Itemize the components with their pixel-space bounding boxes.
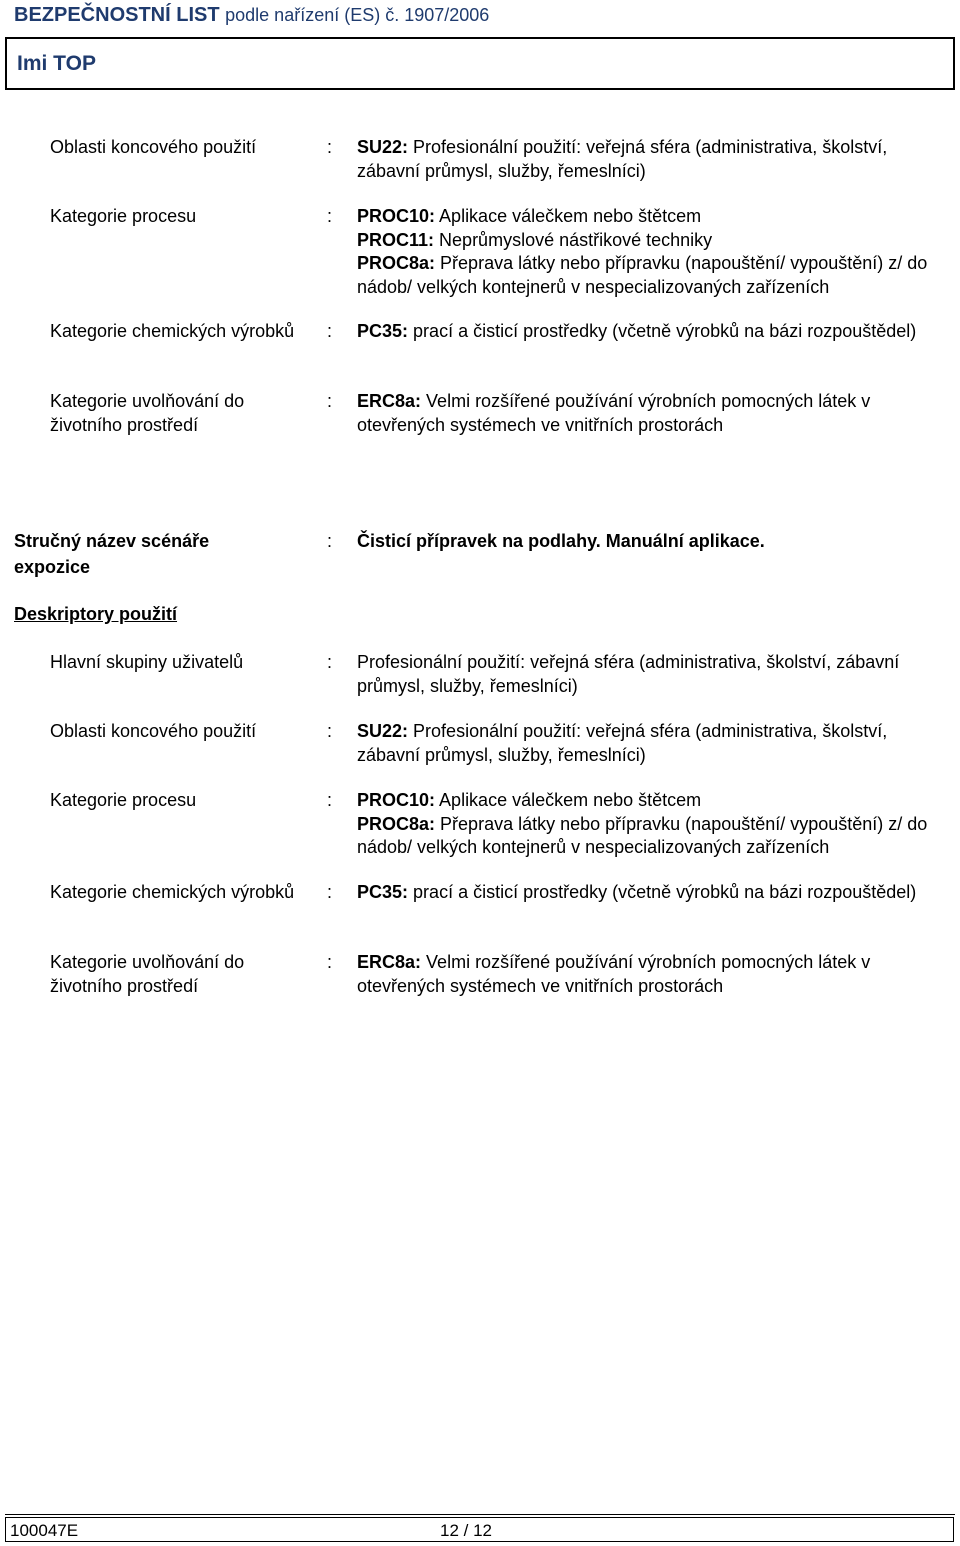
page-footer (5, 1517, 954, 1542)
row-separator: : (327, 321, 333, 341)
product-name-box (5, 37, 955, 90)
descriptor-line (357, 252, 952, 299)
descriptor-text: Aplikace válečkem nebo štětcem (439, 790, 702, 810)
descriptor-code: PROC8a: (357, 253, 436, 273)
descriptor-text: prací a čisticí prostředky (včetně výrobků na bázi rozpouštědel) (413, 882, 917, 902)
document-title-main: BEZPEČNOSTNÍ LIST (14, 4, 220, 26)
row-value (357, 789, 952, 860)
descriptor-code: ERC8a: (357, 952, 422, 972)
descriptor-text: Profesionální použití: veřejná sféra (administrativa, školství, zábavní průmysl, služby, řemeslníci) (357, 652, 900, 696)
descriptor-code: PROC11: (357, 229, 435, 250)
row-separator: : (327, 652, 333, 672)
descriptor-line (357, 205, 952, 229)
document-id: 100047E (10, 1521, 79, 1540)
row-value (357, 720, 952, 767)
descriptor-text: Aplikace válečkem nebo štětcem (439, 206, 702, 226)
row-separator: : (327, 952, 333, 972)
row-label: Kategorie uvolňování do životního prostředí (50, 391, 245, 435)
row-separator: : (327, 790, 333, 810)
row-value (357, 390, 952, 437)
row-label: Oblasti koncového použití (50, 137, 257, 157)
descriptor-text: Profesionální použití: veřejná sféra (administrativa, školství, zábavní průmysl, služby, řemeslníci) (357, 137, 888, 181)
use-descriptors-heading: Deskriptory použití (14, 604, 178, 624)
descriptor-code: SU22: (357, 721, 409, 741)
descriptor-text: Přeprava látky nebo přípravku (napouštění/ vypouštění) z/ do nádob/ velkých kontejnerů v nespecializovaných zařízeních (357, 813, 928, 857)
document-title-regulation: podle nařízení (ES) č. 1907/2006 (225, 5, 490, 25)
row-separator: : (327, 391, 333, 411)
descriptor-code: PC35: (357, 321, 409, 341)
row-separator: : (327, 721, 333, 741)
descriptor-text: Přeprava látky nebo přípravku (napouštění/ vypouštění) z/ do nádob/ velkých kontejnerů v nespecializovaných zařízeních (357, 253, 928, 297)
descriptor-code: ERC8a: (357, 391, 422, 411)
row-value (357, 951, 952, 998)
row-label: Kategorie uvolňování do životního prostředí (50, 952, 245, 996)
descriptor-code: PROC8a: (357, 813, 436, 834)
descriptor-text: prací a čisticí prostředky (včetně výrobků na bázi rozpouštědel) (413, 321, 917, 341)
descriptor-text: Profesionální použití: veřejná sféra (administrativa, školství, zábavní průmysl, služby, řemeslníci) (357, 721, 888, 765)
row-separator: : (327, 206, 333, 226)
descriptor-code: PROC10: (357, 790, 436, 810)
row-label: Kategorie procesu (50, 790, 197, 810)
row-label: Hlavní skupiny uživatelů (50, 652, 244, 672)
row-label: Kategorie chemických výrobků (50, 321, 295, 341)
descriptor-code: PC35: (357, 882, 409, 902)
row-value (357, 651, 952, 698)
descriptor-line (357, 229, 952, 253)
scenario-value: Čisticí přípravek na podlahy. Manuální aplikace. (357, 531, 765, 551)
descriptor-text: Neprůmyslové nástřikové techniky (439, 229, 713, 250)
row-value (357, 881, 952, 905)
footer-divider (5, 1514, 955, 1515)
descriptor-code: PROC10: (357, 206, 436, 226)
page-number: 12 / 12 (440, 1521, 492, 1540)
scenario-label: Stručný název scénáře expozice (14, 531, 210, 577)
row-separator: : (327, 882, 333, 902)
product-name: Imi TOP (17, 52, 96, 75)
row-value (357, 320, 952, 344)
row-label: Oblasti koncového použití (50, 721, 257, 741)
row-value (357, 136, 952, 183)
descriptor-code: SU22: (357, 137, 409, 157)
descriptor-line (357, 789, 952, 813)
row-label: Kategorie procesu (50, 206, 197, 226)
row-value (357, 205, 952, 299)
descriptor-line (357, 813, 952, 860)
row-separator: : (327, 137, 333, 157)
row-separator: : (327, 531, 333, 551)
document-title (14, 4, 489, 27)
row-label: Kategorie chemických výrobků (50, 882, 295, 902)
descriptor-text: Velmi rozšířené používání výrobních pomocných látek v otevřených systémech ve vnitřních prostorách (357, 952, 871, 996)
descriptor-text: Velmi rozšířené používání výrobních pomocných látek v otevřených systémech ve vnitřních prostorách (357, 391, 871, 435)
